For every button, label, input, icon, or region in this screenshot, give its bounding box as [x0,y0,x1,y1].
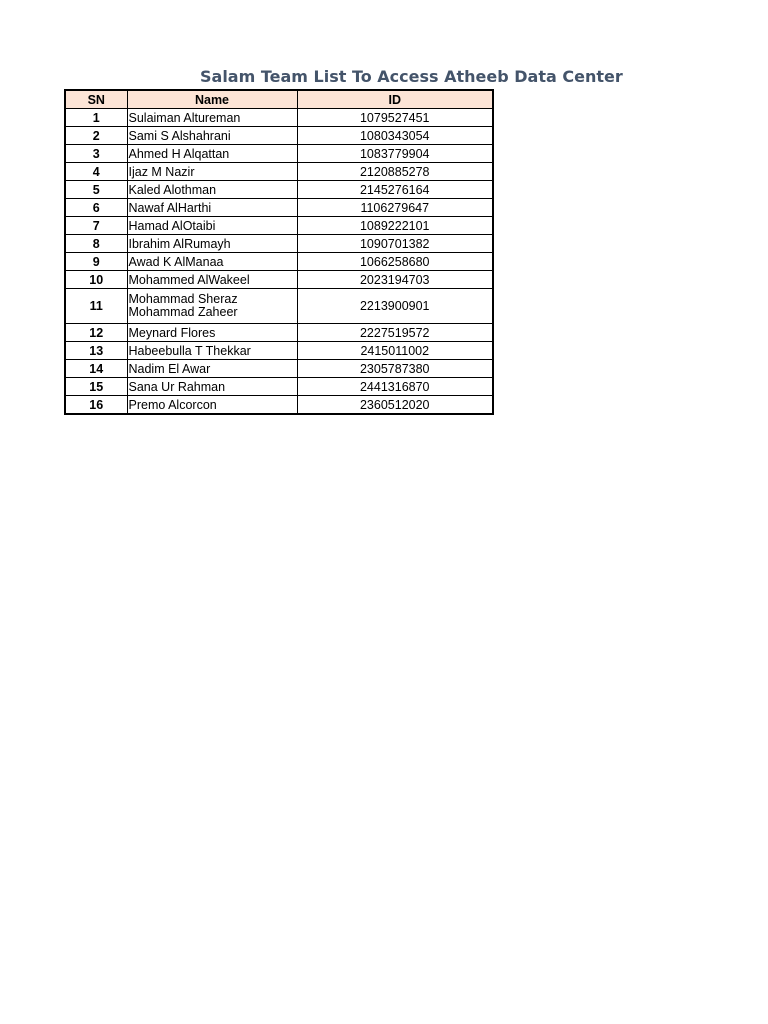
cell-id[interactable]: 2227519572 [297,324,493,342]
cell-id[interactable]: 2145276164 [297,181,493,199]
cell-id[interactable]: 2441316870 [297,378,493,396]
cell-name[interactable]: Nawaf AlHarthi [127,199,297,217]
cell-sn[interactable]: 4 [65,163,127,181]
cell-sn[interactable]: 10 [65,271,127,289]
table-row [65,378,493,396]
cell-sn[interactable]: 11 [65,289,127,324]
cell-sn[interactable]: 1 [65,109,127,127]
cell-sn[interactable]: 15 [65,378,127,396]
cell-sn[interactable]: 6 [65,199,127,217]
cell-name[interactable]: Awad K AlManaa [127,253,297,271]
cell-id[interactable]: 1090701382 [297,235,493,253]
cell-id[interactable]: 2213900901 [297,289,493,324]
cell-name[interactable]: Ijaz M Nazir [127,163,297,181]
cell-id[interactable]: 2360512020 [297,396,493,415]
cell-id[interactable]: 2023194703 [297,271,493,289]
cell-name[interactable]: Ibrahim AlRumayh [127,235,297,253]
header-name[interactable]: Name [127,90,297,109]
cell-name[interactable]: Nadim El Awar [127,360,297,378]
team-table [64,89,494,415]
table-row [65,271,493,289]
table-row [65,324,493,342]
cell-id[interactable]: 1080343054 [297,127,493,145]
table-row [65,235,493,253]
cell-id[interactable]: 1106279647 [297,199,493,217]
cell-name[interactable]: Meynard Flores [127,324,297,342]
cell-sn[interactable]: 12 [65,324,127,342]
cell-id[interactable]: 1089222101 [297,217,493,235]
cell-name[interactable]: Mohammed AlWakeel [127,271,297,289]
table-row [65,289,493,324]
cell-sn[interactable]: 16 [65,396,127,415]
table-row [65,145,493,163]
cell-sn[interactable]: 7 [65,217,127,235]
cell-name[interactable]: Ahmed H Alqattan [127,145,297,163]
table-row [65,199,493,217]
table-row [65,181,493,199]
cell-name[interactable]: Habeebulla T Thekkar [127,342,297,360]
cell-sn[interactable]: 9 [65,253,127,271]
cell-id[interactable]: 2120885278 [297,163,493,181]
cell-sn[interactable]: 3 [65,145,127,163]
table-row [65,396,493,415]
cell-sn[interactable]: 2 [65,127,127,145]
header-sn[interactable]: SN [65,90,127,109]
header-id[interactable]: ID [297,90,493,109]
cell-name[interactable]: Mohammad Sheraz Mohammad Zaheer [127,289,297,324]
cell-id[interactable]: 1066258680 [297,253,493,271]
sheet-title: Salam Team List To Access Atheeb Data Center [200,67,623,86]
cell-name[interactable]: Sulaiman Altureman [127,109,297,127]
cell-sn[interactable]: 13 [65,342,127,360]
cell-name[interactable]: Premo Alcorcon [127,396,297,415]
table-row [65,163,493,181]
table-row [65,253,493,271]
cell-id[interactable]: 1083779904 [297,145,493,163]
cell-name[interactable]: Hamad AlOtaibi [127,217,297,235]
cell-sn[interactable]: 14 [65,360,127,378]
table-row [65,127,493,145]
cell-name[interactable]: Kaled Alothman [127,181,297,199]
cell-id[interactable]: 1079527451 [297,109,493,127]
cell-sn[interactable]: 8 [65,235,127,253]
cell-name[interactable]: Sami S Alshahrani [127,127,297,145]
table-row [65,342,493,360]
cell-sn[interactable]: 5 [65,181,127,199]
cell-id[interactable]: 2305787380 [297,360,493,378]
table-row [65,109,493,127]
header-row [65,90,493,109]
table-row [65,217,493,235]
cell-id[interactable]: 2415011002 [297,342,493,360]
title-area [64,66,623,90]
cell-name[interactable]: Sana Ur Rahman [127,378,297,396]
table-row [65,360,493,378]
